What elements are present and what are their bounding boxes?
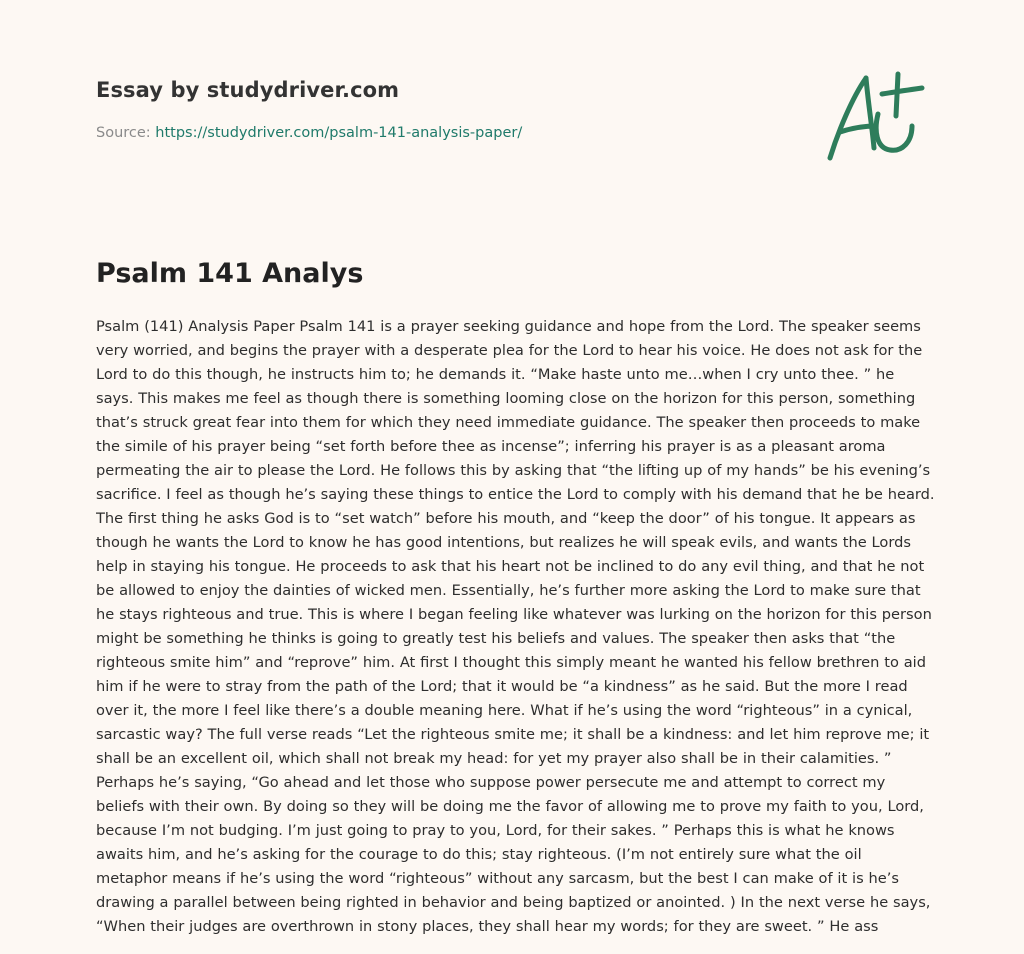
- essay-header: [96, 76, 816, 143]
- source-label: Source:: [96, 125, 156, 141]
- source-line: [96, 123, 816, 143]
- a-plus-grade-icon: [822, 68, 930, 168]
- brand-title: Essay by studydriver.com: [96, 78, 400, 102]
- source-link[interactable]: https://studydriver.com/psalm-141-analysis-paper/: [155, 125, 523, 141]
- page-title: Psalm 141 Analys: [96, 258, 364, 289]
- essay-body: Psalm (141) Analysis Paper Psalm 141 is a prayer seeking guidance and hope from the Lord. The speaker seems very worried, and begins the prayer with a desperate plea for the Lord to hear his voice. He does not ask for the Lord to do this though, he instructs him to; he demands it. “Make haste unto me…when I cry unto thee. ” he says. This makes me feel as though there is something looming close on the horizon for this person, something that’s struck great fear into them for which they need immediate guidance. The speaker then proceeds to make the simile of his prayer being “set forth before thee as incense”; inferring his prayer is as a pleasant aroma permeating the air to please the Lord. He follows this by asking that “the lifting up of my hands” be his evening’s sacrifice. I feel as though he’s saying these things to entice the Lord to comply with his demand that he be heard. The first thing he asks God is to “set watch” before his mouth, and “keep the door” of his tongue. It appears as though he wants the Lord to know he has good intentions, but realizes he will speak evils, and wants the Lords help in staying his tongue. He proceeds to ask that his heart not be inclined to do any evil thing, and that he not be allowed to enjoy the dainties of wicked men. Essentially, he’s further more asking the Lord to make sure that he stays righteous and true. This is where I began feeling like whatever was lurking on the horizon for this person might be something he thinks is going to greatly test his beliefs and values. The speaker then asks that “the righteous smite him” and “reprove” him. At first I thought this simply meant he wanted his fellow brethren to aid him if he were to stray from the path of the Lord; that it would be “a kindness” as he said. But the more I read over it, the more I feel like there’s a double meaning here. What if he’s using the word “righteous” in a cynical, sarcastic way? The full verse reads “Let the righteous smite me; it shall be a kindness: and let him reprove me; it shall be an excellent oil, which shall not break my head: for yet my prayer also shall be in their calamities. ” Perhaps he’s saying, “Go ahead and let those who suppose power persecute me and attempt to correct my beliefs with their own. By doing so they will be doing me the favor of allowing me to prove my faith to you, Lord, because I’m not budging. I’m just going to pray to you, Lord, for their sakes. ” Perhaps this is what he knows awaits him, and he’s asking for the courage to do this; stay righteous. (I’m not entirely sure what the oil metaphor means if he’s using the word “righteous” without any sarcasm, but the best I can make of it is he’s drawing a parallel between being righted in behavior and being baptized or anointed. ) In the next verse he says, “When their judges are overthrown in stony places, they shall hear my words; for they are sweet. ” He ass: [96, 318, 935, 935]
